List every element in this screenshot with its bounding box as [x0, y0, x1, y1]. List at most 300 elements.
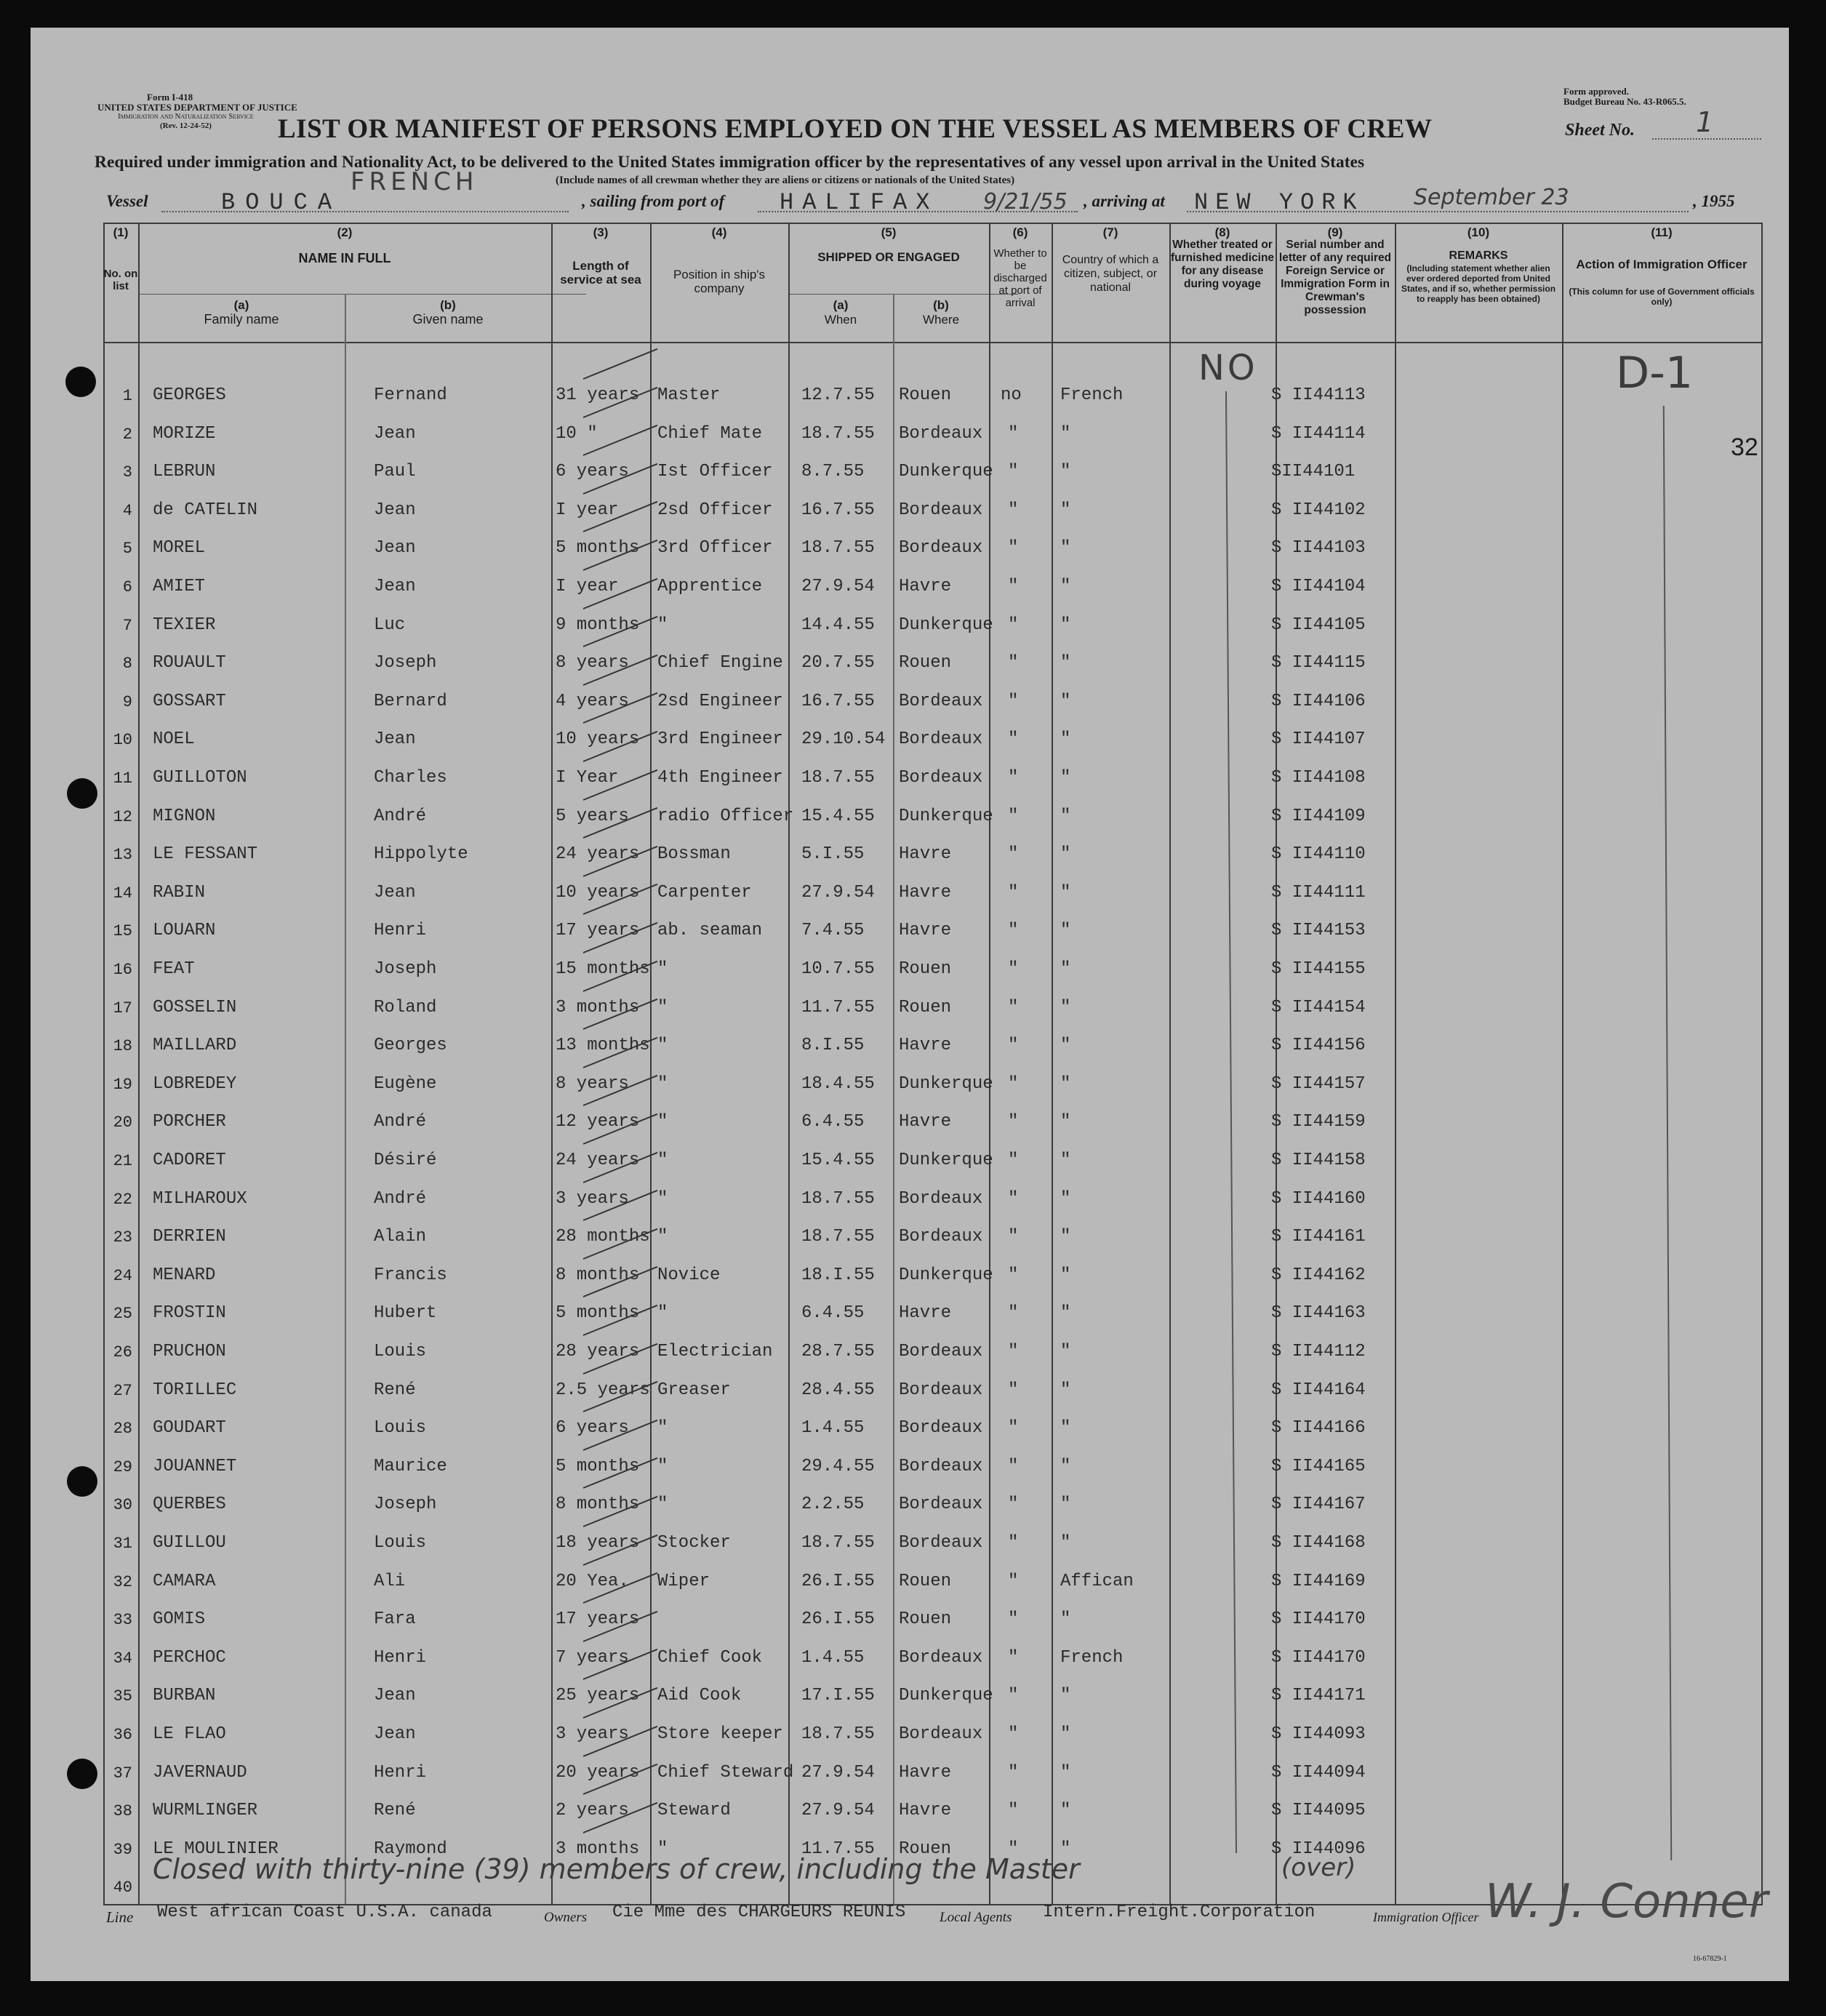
- discharge[interactable]: ": [1008, 807, 1019, 826]
- shipped-when[interactable]: 18.7.55: [801, 1533, 875, 1553]
- given-name[interactable]: Joseph: [374, 959, 437, 979]
- action-annotation[interactable]: D-1: [1616, 348, 1694, 399]
- shipped-where[interactable]: Bordeaux: [899, 538, 983, 558]
- length-of-service[interactable]: 13 months: [556, 1036, 650, 1055]
- discharge[interactable]: ": [1008, 1724, 1019, 1744]
- family-name[interactable]: GEORGES: [153, 385, 226, 405]
- sheet-number[interactable]: 1: [1696, 106, 1714, 138]
- position[interactable]: ab. seaman: [657, 921, 763, 940]
- shipped-when[interactable]: 27.9.54: [801, 883, 875, 903]
- serial-number[interactable]: S II44154: [1271, 998, 1366, 1017]
- length-of-service[interactable]: 24 years: [556, 844, 640, 864]
- given-name[interactable]: Luc: [374, 615, 406, 635]
- discharge[interactable]: ": [1008, 1342, 1019, 1361]
- country[interactable]: Affican: [1060, 1572, 1134, 1591]
- country[interactable]: ": [1060, 424, 1071, 444]
- given-name[interactable]: Désiré: [374, 1151, 437, 1170]
- given-name[interactable]: Fara: [374, 1609, 416, 1629]
- discharge[interactable]: ": [1008, 1418, 1019, 1438]
- length-of-service[interactable]: 17 years: [556, 921, 640, 940]
- length-of-service[interactable]: 8 months: [556, 1265, 640, 1285]
- discharge[interactable]: ": [1008, 1572, 1019, 1591]
- position[interactable]: Chief Mate: [657, 424, 763, 444]
- country[interactable]: ": [1060, 1457, 1071, 1476]
- shipped-where[interactable]: Havre: [899, 1112, 952, 1132]
- country[interactable]: ": [1060, 1801, 1071, 1820]
- shipped-where[interactable]: Havre: [899, 577, 952, 596]
- shipped-where[interactable]: Dunkerque: [899, 615, 993, 635]
- country[interactable]: ": [1060, 1495, 1071, 1514]
- discharge[interactable]: ": [1008, 1533, 1019, 1553]
- serial-number[interactable]: S II44171: [1271, 1686, 1366, 1705]
- shipped-where[interactable]: Havre: [899, 1801, 952, 1820]
- given-name[interactable]: Jean: [374, 1686, 416, 1705]
- country[interactable]: ": [1060, 1533, 1071, 1553]
- position[interactable]: 2sd Engineer: [657, 692, 783, 711]
- serial-number[interactable]: S II44095: [1271, 1801, 1366, 1820]
- country[interactable]: ": [1060, 844, 1071, 864]
- discharge[interactable]: ": [1008, 1036, 1019, 1055]
- family-name[interactable]: LEBRUN: [153, 462, 216, 481]
- serial-number[interactable]: S II44158: [1271, 1151, 1366, 1170]
- serial-number[interactable]: S II44096: [1271, 1839, 1366, 1859]
- position[interactable]: Wiper: [657, 1572, 710, 1591]
- given-name[interactable]: Louis: [374, 1533, 427, 1553]
- shipped-where[interactable]: Bordeaux: [899, 1724, 983, 1744]
- agents-value[interactable]: Intern.Freight.Corporation: [1043, 1903, 1316, 1922]
- family-name[interactable]: GUILLOU: [153, 1533, 226, 1553]
- given-name[interactable]: René: [374, 1801, 416, 1820]
- given-name[interactable]: Paul: [374, 462, 416, 481]
- serial-number[interactable]: S II44115: [1271, 653, 1366, 673]
- shipped-when[interactable]: 7.4.55: [801, 921, 865, 940]
- country[interactable]: ": [1060, 1036, 1071, 1055]
- family-name[interactable]: PORCHER: [153, 1112, 226, 1132]
- country[interactable]: ": [1060, 1189, 1071, 1209]
- shipped-where[interactable]: Bordeaux: [899, 768, 983, 788]
- shipped-where[interactable]: Rouen: [899, 998, 952, 1017]
- position[interactable]: ": [657, 1036, 668, 1055]
- shipped-when[interactable]: 28.7.55: [801, 1342, 875, 1361]
- family-name[interactable]: RABIN: [153, 883, 206, 903]
- country[interactable]: ": [1060, 500, 1071, 520]
- length-of-service[interactable]: 5 months: [556, 1303, 640, 1323]
- shipped-when[interactable]: 14.4.55: [801, 615, 875, 635]
- shipped-when[interactable]: 27.9.54: [801, 577, 875, 596]
- shipped-when[interactable]: 18.7.55: [801, 1227, 875, 1247]
- length-of-service[interactable]: 12 years: [556, 1112, 640, 1132]
- shipped-when[interactable]: 17.I.55: [801, 1686, 875, 1705]
- serial-number[interactable]: S II44168: [1271, 1533, 1366, 1553]
- family-name[interactable]: de CATELIN: [153, 500, 258, 520]
- discharge[interactable]: ": [1008, 1648, 1019, 1668]
- family-name[interactable]: CAMARA: [153, 1572, 216, 1591]
- family-name[interactable]: NOEL: [153, 729, 195, 749]
- discharge[interactable]: ": [1008, 1801, 1019, 1820]
- country[interactable]: ": [1060, 692, 1071, 711]
- position[interactable]: ": [657, 998, 668, 1017]
- country[interactable]: ": [1060, 768, 1071, 788]
- shipped-when[interactable]: 15.4.55: [801, 807, 875, 826]
- given-name[interactable]: André: [374, 807, 427, 826]
- shipped-when[interactable]: 1.4.55: [801, 1418, 865, 1438]
- shipped-when[interactable]: 18.7.55: [801, 1724, 875, 1744]
- position[interactable]: Electrician: [657, 1342, 773, 1361]
- family-name[interactable]: LOBREDEY: [153, 1074, 237, 1094]
- officer-signature[interactable]: W. J. Conner: [1485, 1875, 1768, 1929]
- family-name[interactable]: JOUANNET: [153, 1457, 237, 1476]
- shipped-when[interactable]: 27.9.54: [801, 1801, 875, 1820]
- serial-number[interactable]: S II44108: [1271, 768, 1366, 788]
- family-name[interactable]: BURBAN: [153, 1686, 216, 1705]
- position[interactable]: ": [657, 1189, 668, 1209]
- country[interactable]: French: [1060, 385, 1124, 405]
- country[interactable]: ": [1060, 1303, 1071, 1323]
- discharge[interactable]: ": [1008, 1495, 1019, 1514]
- closing-note[interactable]: Closed with thirty-nine (39) members of crew, including the Master: [153, 1853, 1080, 1885]
- country[interactable]: ": [1060, 883, 1071, 903]
- position[interactable]: Chief Cook: [657, 1648, 763, 1668]
- position[interactable]: ": [657, 1074, 668, 1094]
- given-name[interactable]: Francis: [374, 1265, 447, 1285]
- length-of-service[interactable]: 3 years: [556, 1724, 629, 1744]
- discharge[interactable]: ": [1008, 1457, 1019, 1476]
- serial-number[interactable]: S II44155: [1271, 959, 1366, 979]
- length-of-service[interactable]: 5 months: [556, 538, 640, 558]
- given-name[interactable]: Jean: [374, 883, 416, 903]
- serial-number[interactable]: S II44165: [1271, 1457, 1366, 1476]
- position[interactable]: Chief Engine: [657, 653, 783, 673]
- discharge[interactable]: ": [1008, 729, 1019, 749]
- length-of-service[interactable]: 20 Yea.: [556, 1572, 629, 1591]
- shipped-when[interactable]: 15.4.55: [801, 1151, 875, 1170]
- shipped-when[interactable]: 28.4.55: [801, 1380, 875, 1400]
- country[interactable]: ": [1060, 1342, 1071, 1361]
- serial-number[interactable]: S II44093: [1271, 1724, 1366, 1744]
- length-of-service[interactable]: 7 years: [556, 1648, 629, 1668]
- serial-number[interactable]: S II44167: [1271, 1495, 1366, 1514]
- serial-number[interactable]: S II44112: [1271, 1342, 1366, 1361]
- shipped-where[interactable]: Dunkerque: [899, 1265, 993, 1285]
- serial-number[interactable]: S II44164: [1271, 1380, 1366, 1400]
- given-name[interactable]: Maurice: [374, 1457, 447, 1476]
- given-name[interactable]: Jean: [374, 577, 416, 596]
- country[interactable]: ": [1060, 729, 1071, 749]
- length-of-service[interactable]: I Year: [556, 768, 619, 788]
- shipped-when[interactable]: 29.4.55: [801, 1457, 875, 1476]
- shipped-when[interactable]: 16.7.55: [801, 692, 875, 711]
- serial-number[interactable]: S II44110: [1271, 844, 1366, 864]
- position[interactable]: Chief Steward: [657, 1763, 794, 1783]
- length-of-service[interactable]: 2 years: [556, 1801, 629, 1820]
- shipped-when[interactable]: 18.7.55: [801, 768, 875, 788]
- shipped-where[interactable]: Dunkerque: [899, 807, 993, 826]
- length-of-service[interactable]: I year: [556, 577, 619, 596]
- arriving-date[interactable]: September 23: [1414, 185, 1569, 210]
- shipped-where[interactable]: Havre: [899, 844, 952, 864]
- shipped-where[interactable]: Rouen: [899, 1839, 952, 1859]
- shipped-when[interactable]: 27.9.54: [801, 1763, 875, 1783]
- country[interactable]: ": [1060, 462, 1071, 481]
- arriving-port[interactable]: NEW YORK: [1194, 189, 1364, 216]
- shipped-when[interactable]: 11.7.55: [801, 998, 875, 1017]
- discharge[interactable]: ": [1008, 959, 1019, 979]
- length-of-service[interactable]: 24 years: [556, 1151, 640, 1170]
- position[interactable]: ": [657, 1495, 668, 1514]
- country[interactable]: ": [1060, 959, 1071, 979]
- shipped-when[interactable]: 5.I.55: [801, 844, 865, 864]
- country[interactable]: ": [1060, 1724, 1071, 1744]
- serial-number[interactable]: SII44101: [1271, 462, 1356, 481]
- shipped-when[interactable]: 6.4.55: [801, 1303, 865, 1323]
- serial-number[interactable]: S II44156: [1271, 1036, 1366, 1055]
- position[interactable]: 4th Engineer: [657, 768, 783, 788]
- shipped-when[interactable]: 6.4.55: [801, 1112, 865, 1132]
- serial-number[interactable]: S II44162: [1271, 1265, 1366, 1285]
- shipped-when[interactable]: 29.10.54: [801, 729, 886, 749]
- country[interactable]: ": [1060, 1380, 1071, 1400]
- family-name[interactable]: GOSSART: [153, 692, 226, 711]
- country[interactable]: ": [1060, 807, 1071, 826]
- country[interactable]: ": [1060, 1074, 1071, 1094]
- given-name[interactable]: Jean: [374, 729, 416, 749]
- given-name[interactable]: Georges: [374, 1036, 447, 1055]
- family-name[interactable]: AMIET: [153, 577, 206, 596]
- given-name[interactable]: Henri: [374, 1763, 427, 1783]
- serial-number[interactable]: S II44170: [1271, 1648, 1366, 1668]
- shipped-where[interactable]: Bordeaux: [899, 1342, 983, 1361]
- shipped-when[interactable]: 26.I.55: [801, 1572, 875, 1591]
- given-name[interactable]: Roland: [374, 998, 437, 1017]
- position[interactable]: 3rd Officer: [657, 538, 773, 558]
- shipped-where[interactable]: Havre: [899, 1303, 952, 1323]
- length-of-service[interactable]: 25 years: [556, 1686, 640, 1705]
- given-name[interactable]: Jean: [374, 1724, 416, 1744]
- shipped-where[interactable]: Bordeaux: [899, 1648, 983, 1668]
- shipped-when[interactable]: 8.I.55: [801, 1036, 865, 1055]
- shipped-where[interactable]: Bordeaux: [899, 1380, 983, 1400]
- given-name[interactable]: Joseph: [374, 653, 437, 673]
- discharge[interactable]: ": [1008, 1380, 1019, 1400]
- position[interactable]: ": [657, 1112, 668, 1132]
- length-of-service[interactable]: 6 years: [556, 1418, 629, 1438]
- shipped-where[interactable]: Bordeaux: [899, 500, 983, 520]
- shipped-where[interactable]: Dunkerque: [899, 1686, 993, 1705]
- discharge[interactable]: ": [1008, 500, 1019, 520]
- given-name[interactable]: André: [374, 1112, 427, 1132]
- length-of-service[interactable]: I year: [556, 500, 619, 520]
- serial-number[interactable]: S II44153: [1271, 921, 1366, 940]
- length-of-service[interactable]: 4 years: [556, 692, 629, 711]
- shipped-when[interactable]: 18.4.55: [801, 1074, 875, 1094]
- length-of-service[interactable]: 9 months: [556, 615, 640, 635]
- family-name[interactable]: GOMIS: [153, 1609, 206, 1629]
- discharge[interactable]: ": [1008, 768, 1019, 788]
- discharge[interactable]: ": [1008, 1112, 1019, 1132]
- given-name[interactable]: Hubert: [374, 1303, 437, 1323]
- shipped-where[interactable]: Dunkerque: [899, 1074, 993, 1094]
- discharge[interactable]: ": [1008, 883, 1019, 903]
- country[interactable]: ": [1060, 1763, 1071, 1783]
- country[interactable]: ": [1060, 1265, 1071, 1285]
- shipped-where[interactable]: Bordeaux: [899, 729, 983, 749]
- line-value[interactable]: West african Coast U.S.A. canada: [157, 1903, 492, 1922]
- discharge[interactable]: ": [1008, 844, 1019, 864]
- given-name[interactable]: Fernand: [374, 385, 447, 405]
- discharge[interactable]: ": [1008, 921, 1019, 940]
- serial-number[interactable]: S II44161: [1271, 1227, 1366, 1247]
- country[interactable]: ": [1060, 577, 1071, 596]
- shipped-where[interactable]: Rouen: [899, 653, 952, 673]
- given-name[interactable]: Hippolyte: [374, 844, 468, 864]
- shipped-where[interactable]: Dunkerque: [899, 462, 993, 481]
- family-name[interactable]: GOSSELIN: [153, 998, 237, 1017]
- discharge[interactable]: ": [1008, 1839, 1019, 1859]
- position[interactable]: Ist Officer: [657, 462, 773, 481]
- serial-number[interactable]: S II44106: [1271, 692, 1366, 711]
- over-note[interactable]: (over): [1281, 1853, 1356, 1882]
- given-name[interactable]: Alain: [374, 1227, 427, 1247]
- length-of-service[interactable]: 3 months: [556, 998, 640, 1017]
- given-name[interactable]: Henri: [374, 1648, 427, 1668]
- family-name[interactable]: LE FESSANT: [153, 844, 258, 864]
- owners-value[interactable]: Cie Mme des CHARGEURS REUNIS: [612, 1903, 906, 1922]
- shipped-where[interactable]: Rouen: [899, 385, 952, 405]
- position[interactable]: Master: [657, 385, 721, 405]
- shipped-when[interactable]: 11.7.55: [801, 1839, 875, 1859]
- discharge[interactable]: ": [1008, 1189, 1019, 1209]
- family-name[interactable]: MORIZE: [153, 424, 216, 444]
- given-name[interactable]: Henri: [374, 921, 427, 940]
- serial-number[interactable]: S II44102: [1271, 500, 1366, 520]
- shipped-where[interactable]: Havre: [899, 921, 952, 940]
- serial-number[interactable]: S II44160: [1271, 1189, 1366, 1209]
- discharge[interactable]: ": [1008, 538, 1019, 558]
- serial-number[interactable]: S II44103: [1271, 538, 1366, 558]
- position[interactable]: Aid Cook: [657, 1686, 742, 1705]
- position[interactable]: radio Officer: [657, 807, 794, 826]
- family-name[interactable]: ROUAULT: [153, 653, 226, 673]
- discharge[interactable]: ": [1008, 1609, 1019, 1629]
- position[interactable]: Store keeper: [657, 1724, 783, 1744]
- family-name[interactable]: FEAT: [153, 959, 195, 979]
- given-name[interactable]: André: [374, 1189, 427, 1209]
- family-name[interactable]: TORILLEC: [153, 1380, 237, 1400]
- given-name[interactable]: Louis: [374, 1418, 427, 1438]
- length-of-service[interactable]: 5 years: [556, 807, 629, 826]
- shipped-where[interactable]: Rouen: [899, 1609, 952, 1629]
- serial-number[interactable]: S II44105: [1271, 615, 1366, 635]
- family-name[interactable]: LOUARN: [153, 921, 216, 940]
- position[interactable]: ": [657, 959, 668, 979]
- discharge[interactable]: ": [1008, 424, 1019, 444]
- shipped-where[interactable]: Rouen: [899, 959, 952, 979]
- family-name[interactable]: CADORET: [153, 1151, 226, 1170]
- discharge[interactable]: ": [1008, 577, 1019, 596]
- family-name[interactable]: QUERBES: [153, 1495, 226, 1514]
- length-of-service[interactable]: 18 years: [556, 1533, 640, 1553]
- discharge[interactable]: ": [1008, 1303, 1019, 1323]
- position[interactable]: Greaser: [657, 1380, 731, 1400]
- length-of-service[interactable]: 10 years: [556, 729, 640, 749]
- country[interactable]: ": [1060, 538, 1071, 558]
- length-of-service[interactable]: 8 years: [556, 653, 629, 673]
- shipped-when[interactable]: 10.7.55: [801, 959, 875, 979]
- length-of-service[interactable]: 28 years: [556, 1342, 640, 1361]
- given-name[interactable]: Joseph: [374, 1495, 437, 1514]
- given-name[interactable]: Jean: [374, 424, 416, 444]
- position[interactable]: ": [657, 1303, 668, 1323]
- discharge[interactable]: ": [1008, 615, 1019, 635]
- shipped-when[interactable]: 12.7.55: [801, 385, 875, 405]
- length-of-service[interactable]: 20 years: [556, 1763, 640, 1783]
- family-name[interactable]: MAILLARD: [153, 1036, 237, 1055]
- country[interactable]: ": [1060, 921, 1071, 940]
- family-name[interactable]: LE MOULINIER: [153, 1839, 279, 1859]
- shipped-where[interactable]: Bordeaux: [899, 1418, 983, 1438]
- position[interactable]: ": [657, 1418, 668, 1438]
- position[interactable]: 3rd Engineer: [657, 729, 783, 749]
- country[interactable]: ": [1060, 615, 1071, 635]
- country[interactable]: ": [1060, 1609, 1071, 1629]
- family-name[interactable]: GOUDART: [153, 1418, 226, 1438]
- position[interactable]: 2sd Officer: [657, 500, 773, 520]
- serial-number[interactable]: S II44104: [1271, 577, 1366, 596]
- vessel-nationality[interactable]: FRENCH: [351, 167, 478, 196]
- shipped-when[interactable]: 20.7.55: [801, 653, 875, 673]
- shipped-where[interactable]: Havre: [899, 883, 952, 903]
- serial-number[interactable]: S II44094: [1271, 1763, 1366, 1783]
- shipped-where[interactable]: Bordeaux: [899, 1533, 983, 1553]
- position[interactable]: ": [657, 1227, 668, 1247]
- serial-number[interactable]: S II44109: [1271, 807, 1366, 826]
- shipped-when[interactable]: 16.7.55: [801, 500, 875, 520]
- family-name[interactable]: TEXIER: [153, 615, 216, 635]
- discharge[interactable]: ": [1008, 1227, 1019, 1247]
- length-of-service[interactable]: 10 years: [556, 883, 640, 903]
- given-name[interactable]: Ali: [374, 1572, 406, 1591]
- sailing-date[interactable]: 9/21/55: [983, 189, 1068, 215]
- shipped-when[interactable]: 2.2.55: [801, 1495, 865, 1514]
- country[interactable]: ": [1060, 1151, 1071, 1170]
- serial-number[interactable]: S II44169: [1271, 1572, 1366, 1591]
- vessel-name[interactable]: BOUCA: [221, 189, 343, 216]
- position[interactable]: Bossman: [657, 844, 731, 864]
- serial-number[interactable]: S II44163: [1271, 1303, 1366, 1323]
- discharge[interactable]: ": [1008, 1151, 1019, 1170]
- given-name[interactable]: Louis: [374, 1342, 427, 1361]
- shipped-where[interactable]: Rouen: [899, 1572, 952, 1591]
- serial-number[interactable]: S II44159: [1271, 1112, 1366, 1132]
- serial-number[interactable]: S II44170: [1271, 1609, 1366, 1629]
- shipped-where[interactable]: Bordeaux: [899, 1495, 983, 1514]
- country[interactable]: ": [1060, 1227, 1071, 1247]
- shipped-when[interactable]: 8.7.55: [801, 462, 865, 481]
- position[interactable]: ": [657, 1839, 668, 1859]
- serial-number[interactable]: S II44111: [1271, 883, 1366, 903]
- length-of-service[interactable]: 2.5 years: [556, 1380, 650, 1400]
- shipped-where[interactable]: Bordeaux: [899, 1189, 983, 1209]
- position[interactable]: ": [657, 615, 668, 635]
- discharge[interactable]: no: [1001, 385, 1022, 405]
- serial-number[interactable]: S II44157: [1271, 1074, 1366, 1094]
- discharge[interactable]: ": [1008, 1763, 1019, 1783]
- shipped-when[interactable]: 26.I.55: [801, 1609, 875, 1629]
- shipped-where[interactable]: Bordeaux: [899, 1227, 983, 1247]
- given-name[interactable]: René: [374, 1380, 416, 1400]
- country[interactable]: ": [1060, 1112, 1071, 1132]
- discharge[interactable]: ": [1008, 692, 1019, 711]
